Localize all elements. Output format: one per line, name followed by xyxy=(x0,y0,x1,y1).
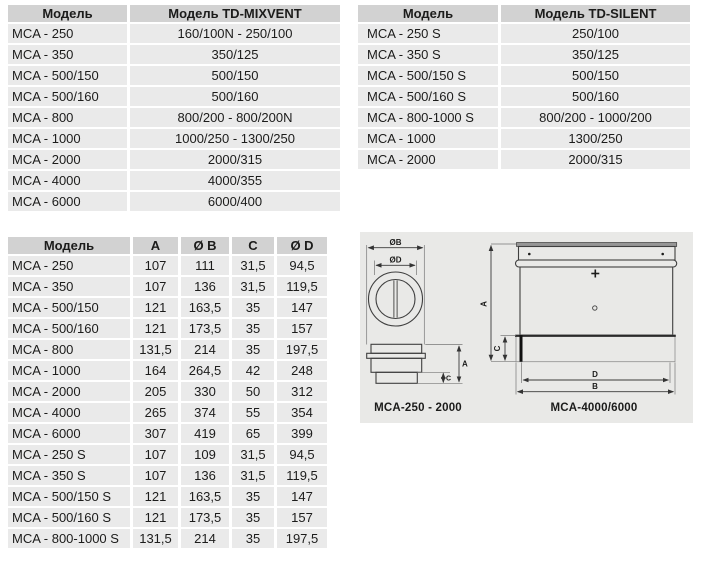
lower-section xyxy=(516,335,675,362)
value-cell: 163,5 xyxy=(181,487,229,506)
value-cell: 147 xyxy=(277,298,327,317)
model-cell: MCA - 500/160 xyxy=(8,319,130,338)
value-cell: 330 xyxy=(181,382,229,401)
table-header-cell: Модель xyxy=(8,5,127,22)
value-cell: 119,5 xyxy=(277,277,327,296)
table-header-cell: Модель xyxy=(358,5,498,22)
model-cell: MCA - 350 S xyxy=(8,466,130,485)
model-cell: MCA - 350 S xyxy=(358,45,498,64)
table-header-cell: A xyxy=(133,237,178,254)
value-cell: 35 xyxy=(232,508,274,527)
table-header-cell: Модель xyxy=(8,237,130,254)
value-cell: 500/150 xyxy=(130,66,340,85)
value-cell: 35 xyxy=(232,487,274,506)
model-cell: MCA - 1000 xyxy=(358,129,498,148)
model-cell: MCA - 800 xyxy=(8,108,127,127)
value-cell: 121 xyxy=(133,487,178,506)
value-cell: 31,5 xyxy=(232,466,274,485)
value-cell: 131,5 xyxy=(133,529,178,548)
model-cell: MCA - 250 xyxy=(8,256,130,275)
dimension-diagram-panel xyxy=(360,232,693,423)
value-cell: 50 xyxy=(232,382,274,401)
unit-body xyxy=(520,267,673,335)
model-cell: MCA - 500/150 xyxy=(8,298,130,317)
side-view-collar xyxy=(371,344,422,353)
flange-screw-right xyxy=(661,253,664,256)
table-header-cell: Ø D xyxy=(277,237,327,254)
model-cell: MCA - 2000 xyxy=(358,150,498,169)
value-cell: 121 xyxy=(133,298,178,317)
value-cell: 197,5 xyxy=(277,529,327,548)
value-cell: 107 xyxy=(133,256,178,275)
table-header-cell: Модель TD-SILENT xyxy=(501,5,690,22)
top-plate xyxy=(517,243,677,247)
model-cell: MCA - 500/150 S xyxy=(8,487,130,506)
value-cell: 350/125 xyxy=(501,45,690,64)
model-cell: MCA - 500/160 xyxy=(8,87,127,106)
value-cell: 31,5 xyxy=(232,445,274,464)
model-cell: MCA - 350 xyxy=(8,45,127,64)
value-cell: 6000/400 xyxy=(130,192,340,211)
value-cell: 31,5 xyxy=(232,256,274,275)
value-cell: 94,5 xyxy=(277,256,327,275)
model-cell: MCA - 500/160 S xyxy=(358,87,498,106)
model-cell: MCA - 500/150 xyxy=(8,66,127,85)
left-drawing xyxy=(367,238,468,414)
side-view-flange xyxy=(367,353,426,358)
value-cell: 163,5 xyxy=(181,298,229,317)
value-cell: 173,5 xyxy=(181,319,229,338)
model-cell: MCA - 350 xyxy=(8,277,130,296)
damper-inner-circle xyxy=(376,280,415,319)
model-cell: MCA - 1000 xyxy=(8,129,127,148)
dim-label-d: D xyxy=(592,370,598,379)
dimension-drawings xyxy=(360,232,693,423)
value-cell: 374 xyxy=(181,403,229,422)
model-cell: MCA - 6000 xyxy=(8,424,130,443)
value-cell: 157 xyxy=(277,508,327,527)
value-cell: 1300/250 xyxy=(501,129,690,148)
value-cell: 147 xyxy=(277,487,327,506)
value-cell: 35 xyxy=(232,319,274,338)
dim-label-b: B xyxy=(592,382,598,392)
model-cell: MCA - 500/150 S xyxy=(358,66,498,85)
value-cell: 136 xyxy=(181,466,229,485)
value-cell: 354 xyxy=(277,403,327,422)
value-cell: 399 xyxy=(277,424,327,443)
table-header-cell: C xyxy=(232,237,274,254)
value-cell: 205 xyxy=(133,382,178,401)
value-cell: 800/200 - 800/200N xyxy=(130,108,340,127)
model-cell: MCA - 500/160 S xyxy=(8,508,130,527)
value-cell: 2000/315 xyxy=(130,150,340,169)
value-cell: 500/160 xyxy=(130,87,340,106)
dim-label-c-right: C xyxy=(493,345,502,352)
value-cell: 264,5 xyxy=(181,361,229,380)
dim-label-a-left: A xyxy=(462,359,468,369)
value-cell: 350/125 xyxy=(130,45,340,64)
left-drawing-label: MCA-250 - 2000 xyxy=(374,402,462,414)
model-cell: MCA - 250 xyxy=(8,24,127,43)
value-cell: 214 xyxy=(181,529,229,548)
model-cell: MCA - 2000 xyxy=(8,382,130,401)
value-cell: 2000/315 xyxy=(501,150,690,169)
value-cell: 136 xyxy=(181,277,229,296)
right-drawing xyxy=(480,243,677,415)
top-flange-box xyxy=(519,247,676,261)
value-cell: 1000/250 - 1300/250 xyxy=(130,129,340,148)
value-cell: 164 xyxy=(133,361,178,380)
dim-label-ob: ØB xyxy=(389,238,402,247)
value-cell: 55 xyxy=(232,403,274,422)
side-view-body xyxy=(371,358,422,372)
value-cell: 307 xyxy=(133,424,178,443)
dim-label-od: ØD xyxy=(389,255,402,265)
model-cell: MCA - 250 S xyxy=(8,445,130,464)
flange-screw-left xyxy=(528,253,531,256)
table-header-cell: Ø B xyxy=(181,237,229,254)
value-cell: 248 xyxy=(277,361,327,380)
value-cell: 35 xyxy=(232,298,274,317)
value-cell: 31,5 xyxy=(232,277,274,296)
td-mixvent-table xyxy=(8,5,340,211)
value-cell: 214 xyxy=(181,340,229,359)
right-drawing-label: MCA-4000/6000 xyxy=(550,402,638,414)
value-cell: 197,5 xyxy=(277,340,327,359)
value-cell: 65 xyxy=(232,424,274,443)
value-cell: 800/200 - 1000/200 xyxy=(501,108,690,127)
damper-outer-circle xyxy=(369,272,423,326)
value-cell: 500/150 xyxy=(501,66,690,85)
value-cell: 131,5 xyxy=(133,340,178,359)
value-cell: 111 xyxy=(181,256,229,275)
model-cell: MCA - 6000 xyxy=(8,192,127,211)
value-cell: 107 xyxy=(133,445,178,464)
model-cell: MCA - 4000 xyxy=(8,403,130,422)
value-cell: 312 xyxy=(277,382,327,401)
value-cell: 173,5 xyxy=(181,508,229,527)
model-cell: MCA - 4000 xyxy=(8,171,127,190)
model-cell: MCA - 800 xyxy=(8,340,130,359)
model-cell: MCA - 800-1000 S xyxy=(358,108,498,127)
dim-label-a-right: A xyxy=(479,301,489,307)
td-silent-table xyxy=(358,5,690,169)
value-cell: 500/160 xyxy=(501,87,690,106)
flange-band xyxy=(516,260,677,267)
model-cell: MCA - 2000 xyxy=(8,150,127,169)
model-cell: MCA - 1000 xyxy=(8,361,130,380)
value-cell: 35 xyxy=(232,340,274,359)
value-cell: 35 xyxy=(232,529,274,548)
value-cell: 109 xyxy=(181,445,229,464)
side-view-spigot xyxy=(376,372,417,383)
value-cell: 4000/355 xyxy=(130,171,340,190)
value-cell: 42 xyxy=(232,361,274,380)
value-cell: 121 xyxy=(133,319,178,338)
hole-mark xyxy=(593,306,597,310)
dim-label-c-left: C xyxy=(446,375,452,383)
value-cell: 121 xyxy=(133,508,178,527)
value-cell: 250/100 xyxy=(501,24,690,43)
dimensions-table xyxy=(8,237,327,548)
value-cell: 107 xyxy=(133,466,178,485)
value-cell: 157 xyxy=(277,319,327,338)
value-cell: 119,5 xyxy=(277,466,327,485)
value-cell: 265 xyxy=(133,403,178,422)
model-cell: MCA - 250 S xyxy=(358,24,498,43)
value-cell: 419 xyxy=(181,424,229,443)
value-cell: 107 xyxy=(133,277,178,296)
table-header-cell: Модель TD-MIXVENT xyxy=(130,5,340,22)
model-cell: MCA - 800-1000 S xyxy=(8,529,130,548)
value-cell: 94,5 xyxy=(277,445,327,464)
value-cell: 160/100N - 250/100 xyxy=(130,24,340,43)
